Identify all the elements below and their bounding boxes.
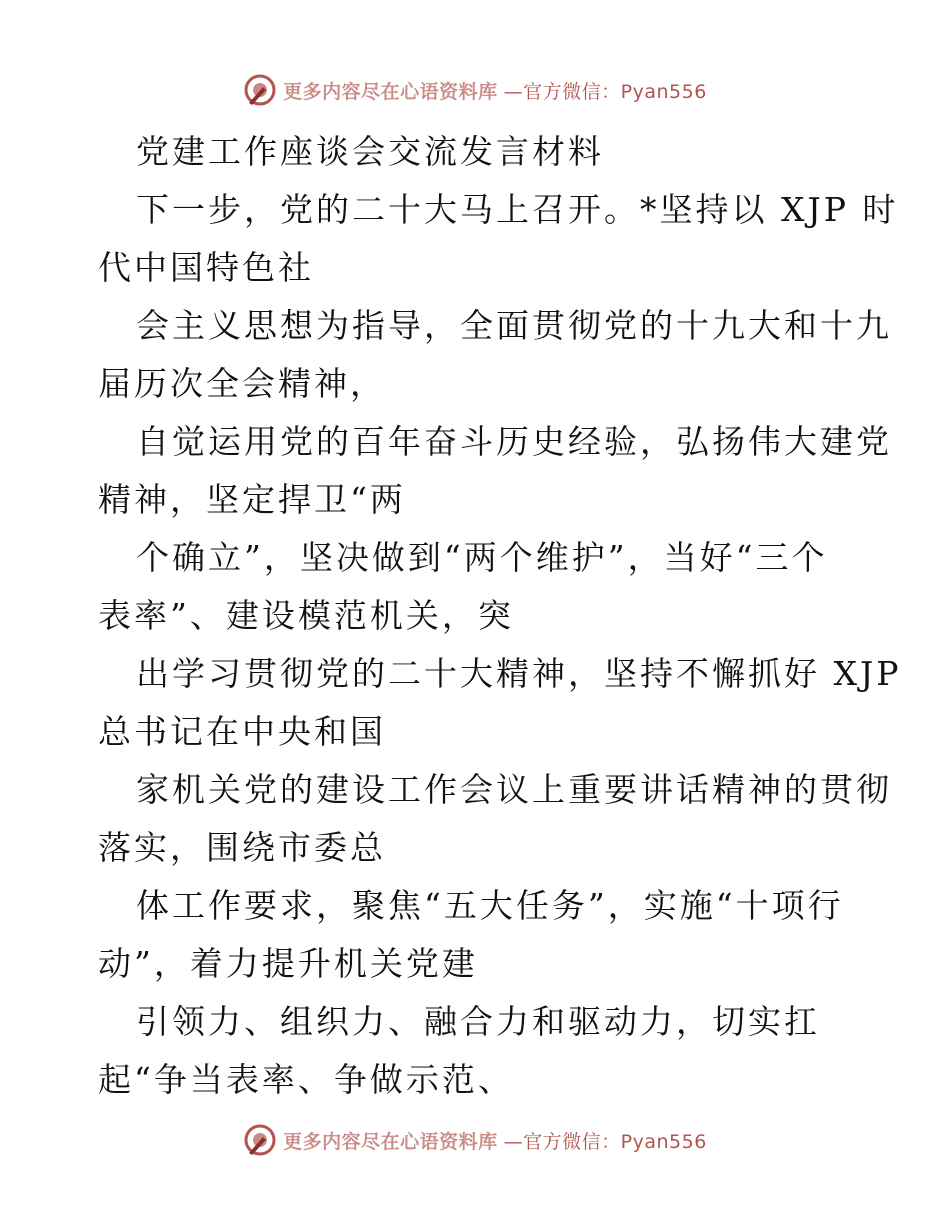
header-banner-wechat-text: —官方微信：Pyan556 [503, 80, 707, 103]
paragraph-line: 起“争当表率、争做示范、 [98, 1060, 514, 1099]
header-banner-site-text: 更多内容尽在心语资料库 [283, 80, 498, 103]
paragraph-line: 个确立”，坚决做到“两个维护”，当好“三个 [136, 538, 828, 577]
header-banner [0, 70, 950, 110]
paragraph-line: 届历次全会精神， [98, 364, 386, 403]
footer-banner-wechat-text: —官方微信：Pyan556 [503, 1130, 707, 1153]
pen-circle-logo-icon [243, 73, 277, 107]
footer-banner [0, 1120, 950, 1160]
paragraph-line: 家机关党的建设工作会议上重要讲话精神的贯彻 [136, 770, 892, 809]
paragraph-line: 动”，着力提升机关党建 [98, 944, 478, 983]
paragraph-line: 下一步，党的二十大马上召开。*坚持以 XJP 时 [136, 190, 899, 229]
paragraph-line: 总书记在中央和国 [98, 712, 386, 751]
document-title: 党建工作座谈会交流发言材料 [136, 132, 604, 171]
pen-circle-logo-icon [243, 1123, 277, 1157]
paragraph-line: 会主义思想为指导，全面贯彻党的十九大和十九 [136, 306, 892, 345]
paragraph-line: 落实，围绕市委总 [98, 828, 386, 867]
paragraph-line: 出学习贯彻党的二十大精神，坚持不懈抓好 XJP [136, 654, 902, 693]
paragraph-line: 表率”、建设模范机关，突 [98, 596, 514, 635]
footer-banner-site-text: 更多内容尽在心语资料库 [283, 1130, 498, 1153]
paragraph-line: 体工作要求，聚焦“五大任务”，实施“十项行 [136, 886, 844, 925]
paragraph-line: 精神，坚定捍卫“两 [98, 480, 406, 519]
paragraph-line: 引领力、组织力、融合力和驱动力，切实扛 [136, 1002, 820, 1041]
paragraph-line: 代中国特色社 [98, 248, 314, 287]
paragraph-line: 自觉运用党的百年奋斗历史经验，弘扬伟大建党 [136, 422, 892, 461]
document-body [98, 123, 902, 1109]
